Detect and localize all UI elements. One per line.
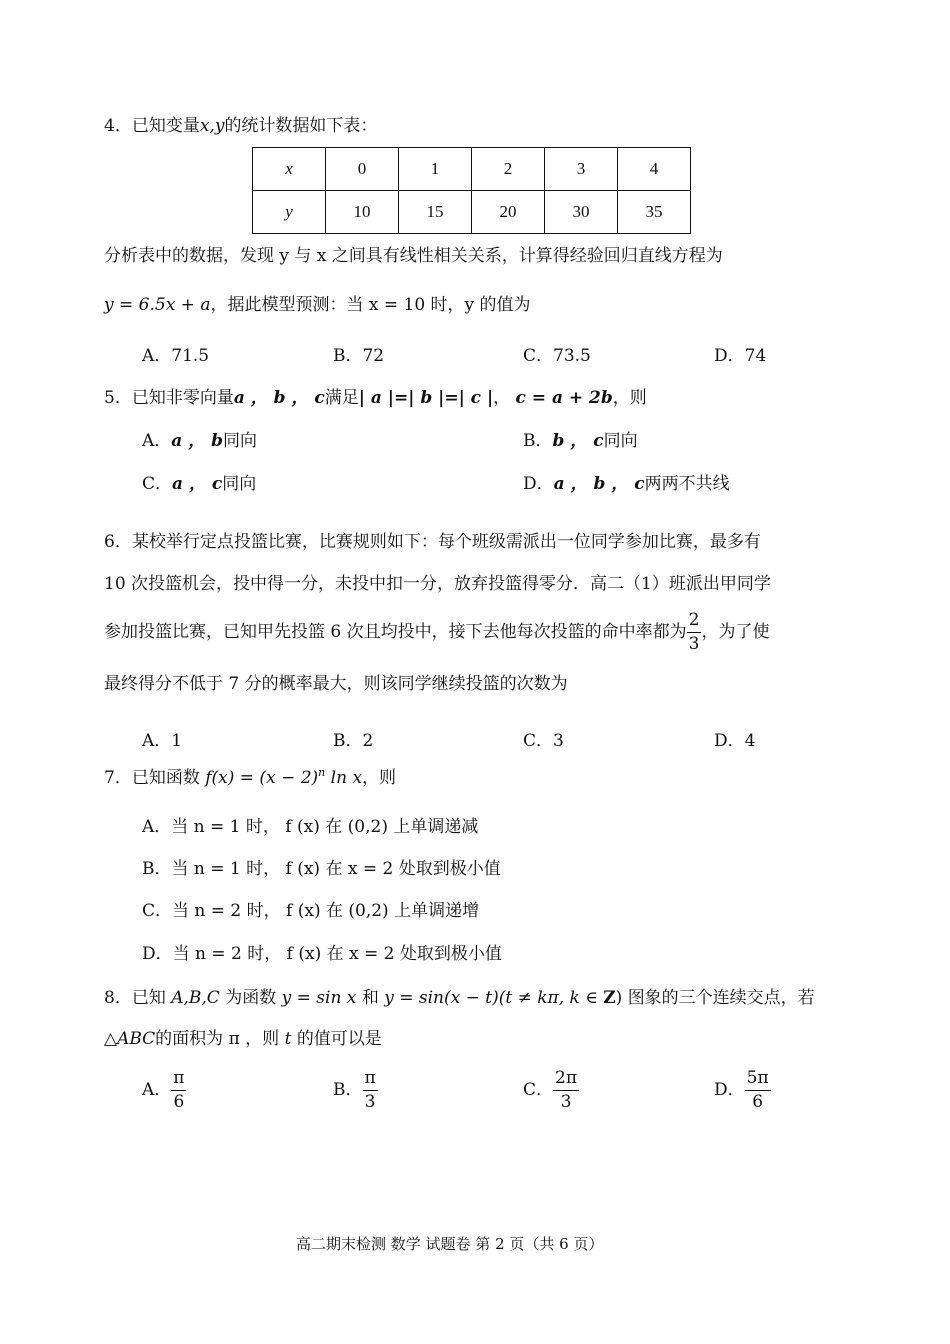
table-cell: 15 xyxy=(399,191,472,234)
table-cell: 35 xyxy=(618,191,691,234)
q5-option-c: C．a ， c同向 xyxy=(142,474,257,494)
table-cell: 1 xyxy=(399,148,472,191)
q7-stem: 7．已知函数 $f(x) = (x - 2)^n$ ln x，则 xyxy=(104,766,397,788)
q7-option-a: A．当 n = 1 时， f (x) 在 (0,2) 上单调递减 xyxy=(142,817,479,837)
q6-line2: 10 次投篮机会，投中得一分，未投中扣一分，放弃投篮得零分．高二（1）班派出甲同学 xyxy=(104,574,771,594)
q6-line3: 参加投篮比赛，已知甲先投篮 6 次且均投中，接下去他每次投篮的命中率都为 $\frac{2}{3}$ ，为了使 xyxy=(104,610,770,654)
q4-option-a: A．71.5 xyxy=(142,346,210,366)
q5-option-b: B．b ， c同向 xyxy=(523,431,638,451)
table-cell: 2 xyxy=(472,148,545,191)
q7-option-c: C．当 n = 2 时， f (x) 在 (0,2) 上单调递增 xyxy=(142,901,480,921)
table-cell: 30 xyxy=(545,191,618,234)
table-cell: 4 xyxy=(618,148,691,191)
q6-option-a: A．1 xyxy=(142,731,183,751)
table-cell: 0 xyxy=(326,148,399,191)
q5-option-d: D．a ， b ， c两两不共线 xyxy=(523,474,730,494)
table-row-x xyxy=(253,148,691,191)
page-footer: 高二期末检测 数学 试题卷 第 2 页（共 6 页） xyxy=(296,1235,604,1253)
q4-stem: 4．已知变量x,y的统计数据如下表： xyxy=(104,116,378,136)
q7-option-d: D．当 n = 2 时， f (x) 在 x = 2 处取到极小值 xyxy=(142,944,502,964)
table-header-y: y xyxy=(253,191,326,234)
probability-fraction: $\frac{2}{3}$ xyxy=(688,610,700,654)
q6-option-c: C．3 xyxy=(523,731,564,751)
q4-option-b: B．72 xyxy=(333,346,385,366)
q4-line3: y = 6.5x + a，据此模型预测：当 x = 10 时，y 的值为 xyxy=(104,295,531,315)
q6-option-b: B．2 xyxy=(333,731,374,751)
q7-option-b: B．当 n = 1 时， f (x) 在 x = 2 处取到极小值 xyxy=(142,859,501,879)
q8-option-a: A． $\frac{\pi}{6}$ xyxy=(142,1068,185,1112)
q6-line1: 6．某校举行定点投篮比赛，比赛规则如下：每个班级需派出一位同学参加比赛，最多有 xyxy=(104,532,761,552)
regression-equation: y = 6.5x + a xyxy=(104,295,211,315)
q4-option-c: C．73.5 xyxy=(523,346,591,366)
q8-line2: △ABC的面积为 π ，则 t 的值可以是 xyxy=(104,1029,382,1049)
q8-option-c: C． $\frac{2\pi}{3}$ xyxy=(523,1068,578,1112)
q4-data-table xyxy=(252,147,691,234)
table-cell: 3 xyxy=(545,148,618,191)
q4-option-d: D．74 xyxy=(714,346,767,366)
q5-stem: 5．已知非零向量a ， b ， c满足| a |=| b |=| c |， c = a + 2b，则 xyxy=(104,388,647,408)
q6-line4: 最终得分不低于 7 分的概率最大，则该同学继续投篮的次数为 xyxy=(104,674,568,694)
table-cell: 20 xyxy=(472,191,545,234)
table-cell: 10 xyxy=(326,191,399,234)
table-row-y xyxy=(253,191,691,234)
q6-option-d: D．4 xyxy=(714,731,756,751)
q8-line1: 8．已知 A,B,C 为函数 y = sin x 和 y = sin(x − t)(t ≠ kπ, k ∈ Z) 图象的三个连续交点，若 xyxy=(104,988,815,1008)
table-header-x: x xyxy=(253,148,326,191)
q8-option-b: B． $\frac{\pi}{3}$ xyxy=(333,1068,376,1112)
q8-option-d: D． $\frac{5\pi}{6}$ xyxy=(714,1068,769,1112)
q5-option-a: A．a ， b同向 xyxy=(142,431,258,451)
q4-line2: 分析表中的数据，发现 y 与 x 之间具有线性相关关系，计算得经验回归直线方程为 xyxy=(104,246,723,266)
